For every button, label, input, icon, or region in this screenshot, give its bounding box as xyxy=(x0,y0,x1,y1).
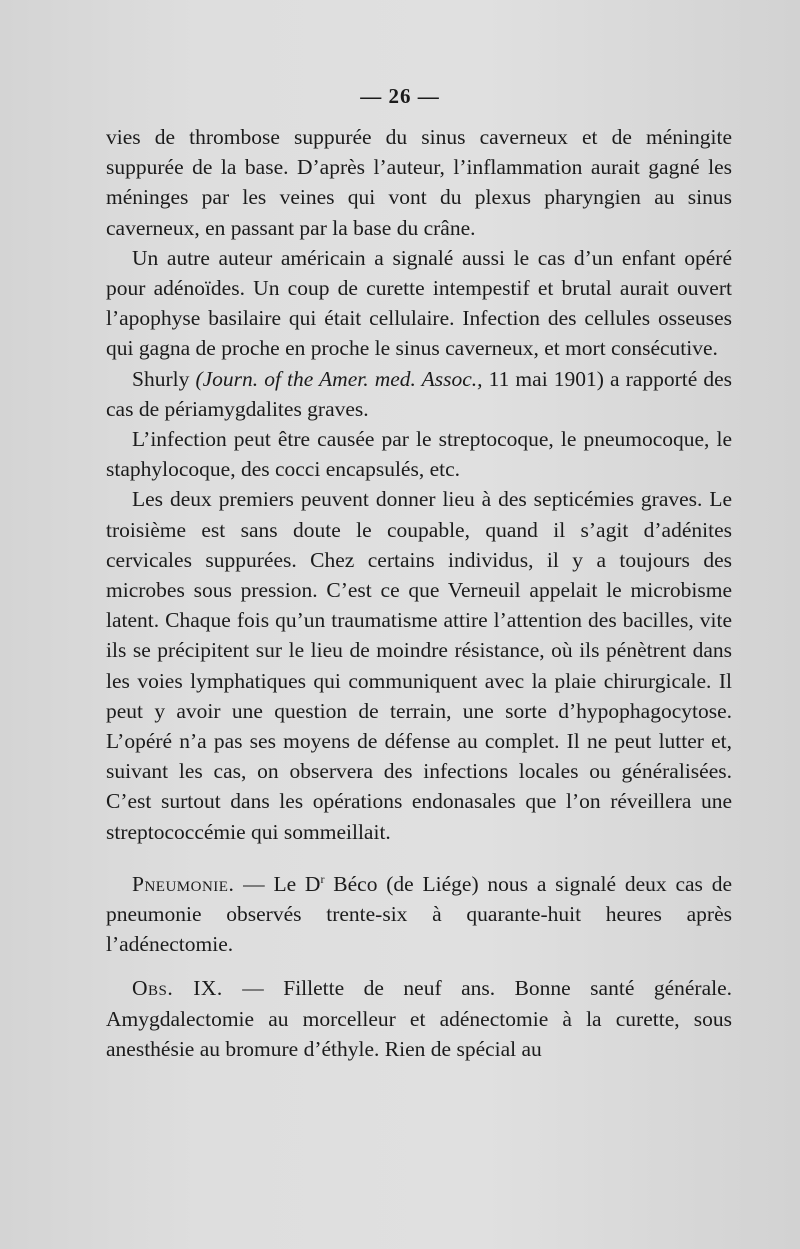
paragraph-observation xyxy=(106,973,732,1064)
author-name: Shurly xyxy=(132,366,190,391)
page-body xyxy=(106,122,732,1064)
doctor-superscript: r xyxy=(320,871,325,886)
paragraph-5: Les deux premiers peuvent donner lieu à des septicémies graves. Le troisième est sans doute le coupable, quand il s’agit d’adénites cervicales suppurées. Chez certains individus, il y a toujours des microbes sous pression. C’est ce que Verneuil appelait le microbisme latent. Chaque fois qu’un traumatisme attire l’attention des bacilles, vite ils se précipitent sur le lieu de moindre résistance, où ils pénètrent dans les voies lymphatiques qui communiquent avec la plaie chirurgicale. Il peut y avoir une question de terrain, une sorte d’hypophagocytose. L’opéré n’a pas ses moyens de défense au complet. Il ne peut lutter et, suivant les cas, on observera des infections locales ou généralisées. C’est surtout dans les opérations endonasales que l’on réveillera une streptococcémie qui sommeillait. xyxy=(106,487,732,844)
pneumonie-text: Béco (de Liége) nous a signalé deux cas de pneumonie observés trente-six à quarante-huit heures après l’adénectomie. xyxy=(106,871,733,957)
section-gap xyxy=(106,847,732,869)
section-heading-pneumonie: Pneumonie. xyxy=(132,871,235,896)
observation-heading: Obs. IX. xyxy=(132,976,223,1001)
paragraph-1: vies de thrombose suppurée du sinus caverneux et de méningite suppurée de la base. D’après l’auteur, l’inflammation aurait gagné les méninges par les veines qui vont du plexus pharyngien au sinus caverneux, en passant par la base du crâne. xyxy=(106,125,732,240)
paragraph-pneumonie xyxy=(106,869,732,960)
pneumonie-dash: — Le D xyxy=(243,871,321,896)
observation-text: — Fillette de neuf ans. Bonne santé générale. Amygdalectomie au morcelleur et adénectomie à la curette, sous anesthésie au bromure d’éthyle. Rien de spécial au xyxy=(106,976,733,1061)
page-number: — 26 — xyxy=(360,84,440,108)
paragraph-2: Un autre auteur américain a signalé aussi le cas d’un enfant opéré pour adénoïdes. Un coup de curette intempestif et brutal aurait ouvert l’apophyse basilaire qui était cellulaire. Infection des cellules osseuses qui gagna de proche en proche le sinus caverneux, et mort consécutive. xyxy=(106,245,732,361)
journal-reference: (Journ. of the Amer. med. Assoc., xyxy=(195,366,483,391)
section-gap xyxy=(106,959,732,973)
paragraph-3-rest: 11 mai 1901) a rapporté des cas de périamygdalites graves. xyxy=(106,366,733,421)
paragraph-4: L’infection peut être causée par le streptocoque, le pneumocoque, le staphylocoque, des cocci encapsulés, etc. xyxy=(106,427,732,482)
paragraph-3 xyxy=(106,364,732,424)
